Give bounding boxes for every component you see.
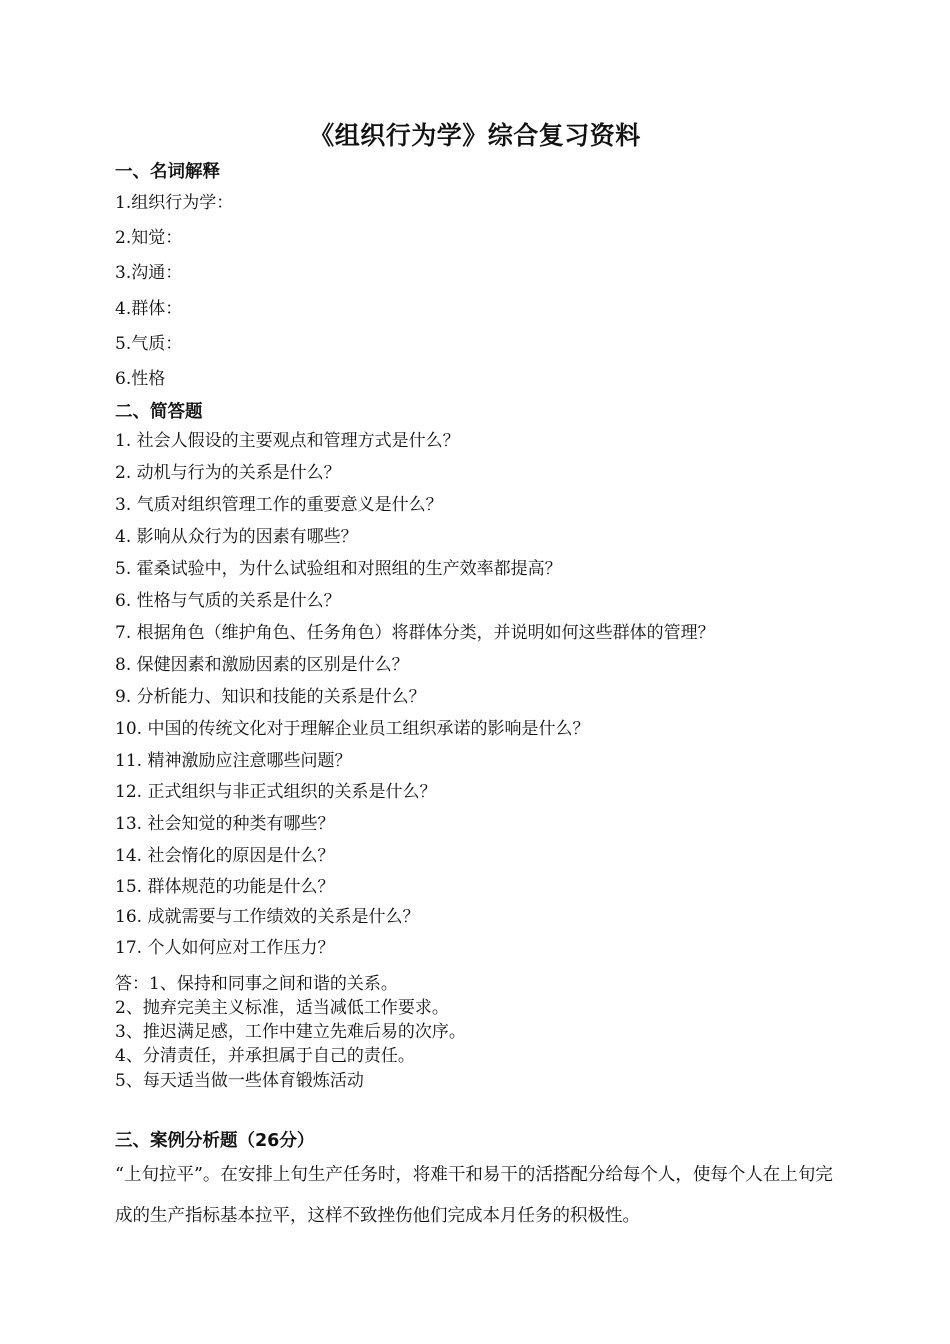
question-item: 16. 成就需要与工作绩效的关系是什么？ (115, 907, 420, 927)
term-item: 5.气质： (115, 334, 183, 354)
question-item: 4. 影响从众行为的因素有哪些？ (115, 527, 358, 547)
document-title: 《组织行为学》综合复习资料 (309, 121, 641, 150)
question-item: 2. 动机与行为的关系是什么？ (115, 463, 341, 483)
question-item: 17. 个人如何应对工作压力？ (115, 938, 335, 958)
question-item: 3. 气质对组织管理工作的重要意义是什么？ (115, 495, 443, 515)
term-item: 6.性格 (115, 369, 166, 389)
question-item: 7. 根据角色（维护角色、任务角色）将群体分类，并说明如何这些群体的管理？ (115, 623, 715, 643)
question-item: 12. 正式组织与非正式组织的关系是什么？ (115, 782, 437, 802)
section-heading-short-answer: 二、简答题 (115, 402, 203, 422)
question-item: 10. 中国的传统文化对于理解企业员工组织承诺的影响是什么？ (115, 719, 590, 739)
answer-line: 5、每天适当做一些体育锻炼活动 (115, 1071, 364, 1091)
question-item: 14. 社会惰化的原因是什么？ (115, 846, 335, 866)
term-item: 4.群体： (115, 299, 183, 319)
answer-line: 4、分清责任，并承担属于自己的责任。 (115, 1046, 415, 1066)
section-heading-case-analysis: 三、案例分析题（26分） (115, 1131, 315, 1151)
case-paragraph: “上旬拉平”。在安排上旬生产任务时，将难干和易干的活搭配分给每个人，使每个人在上旬完成的生产指标基本拉平，这样不致挫伤他们完成本月任务的积极性。 (115, 1165, 833, 1226)
answer-line: 3、推迟满足感，工作中建立先难后易的次序。 (115, 1022, 466, 1042)
question-item: 9. 分析能力、知识和技能的关系是什么？ (115, 687, 426, 707)
section-heading-terms: 一、名词解释 (115, 162, 220, 182)
question-item: 13. 社会知觉的种类有哪些？ (115, 814, 335, 834)
term-item: 3.沟通： (115, 263, 183, 283)
answer-line: 答：1、保持和同事之间和谐的关系。 (115, 974, 398, 994)
question-item: 6. 性格与气质的关系是什么？ (115, 591, 341, 611)
answer-line: 2、抛弃完美主义标准，适当减低工作要求。 (115, 998, 449, 1018)
question-item: 11. 精神激励应注意哪些问题？ (115, 751, 352, 771)
question-item: 15. 群体规范的功能是什么？ (115, 877, 335, 897)
question-item: 1. 社会人假设的主要观点和管理方式是什么？ (115, 431, 460, 451)
term-item: 1.组织行为学： (115, 193, 234, 213)
term-item: 2.知觉： (115, 228, 183, 248)
question-item: 5. 霍桑试验中，为什么试验组和对照组的生产效率都提高？ (115, 559, 562, 579)
question-item: 8. 保健因素和激励因素的区别是什么？ (115, 655, 409, 675)
